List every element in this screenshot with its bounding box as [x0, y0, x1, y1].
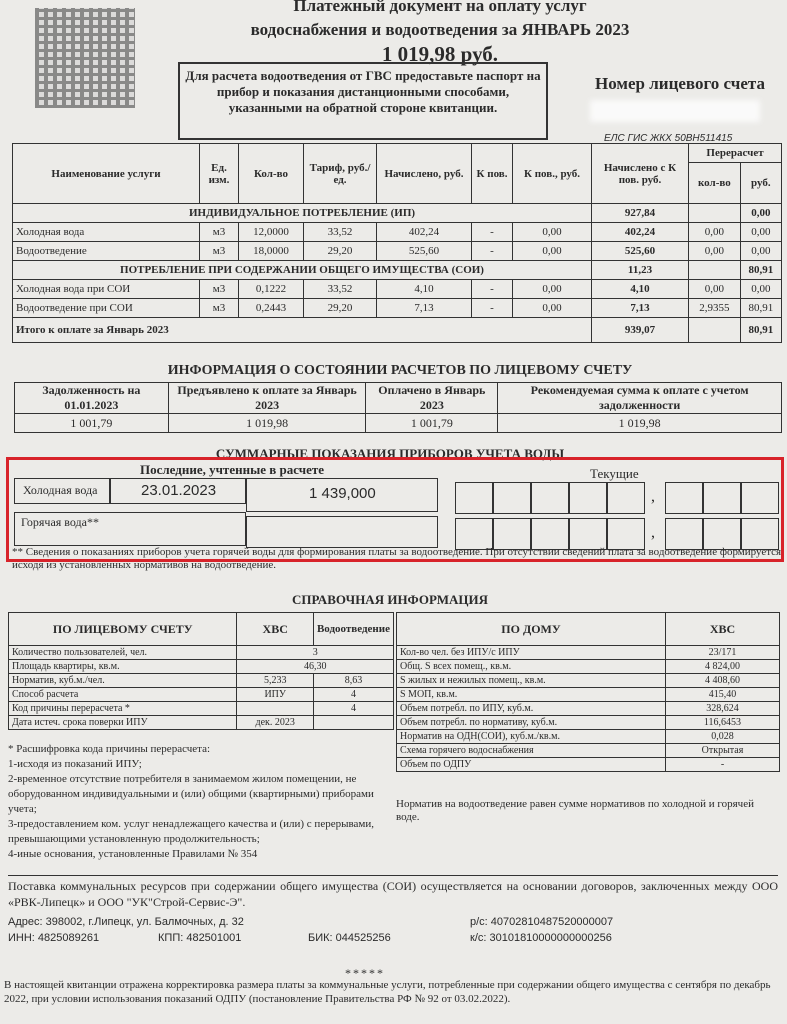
row-tariff: 33,52: [304, 223, 377, 242]
table-row: [13, 242, 782, 261]
section-ip-rub: 0,00: [740, 204, 781, 223]
ks: к/с: 30101810000000000256: [470, 932, 612, 944]
kpp: КПП: 482501001: [158, 932, 242, 944]
qr-code: [35, 8, 135, 108]
decode-item: 4-иные основания, установленные Правилами № 354: [8, 848, 258, 860]
ref-vo: 4: [313, 688, 393, 702]
ref-vo: 8,63: [313, 674, 393, 688]
state-heading: ИНФОРМАЦИЯ О СОСТОЯНИИ РАСЧЕТОВ ПО ЛИЦЕВОМУ СЧЕТУ: [167, 363, 633, 378]
row-charged: 4,10: [377, 280, 472, 299]
digit-cell[interactable]: [493, 482, 531, 514]
digit-cell[interactable]: [665, 482, 703, 514]
total-rub: 80,91: [740, 318, 781, 343]
row-k: -: [472, 242, 513, 261]
table-row: [13, 299, 782, 318]
decimal-separator: ,: [651, 524, 655, 541]
meters-current-label: Текущие: [590, 466, 639, 481]
table-row: [397, 716, 780, 730]
decode-item: 2-временное отсутствие потребителя в занимаемом жилом помещении, не оборудованном индивидуальными и (или) общими (квартирными) приборами учета;: [8, 773, 374, 815]
decimal-separator: ,: [651, 488, 655, 505]
row-k-rub: 0,00: [513, 280, 592, 299]
row-charged: 402,24: [377, 223, 472, 242]
state-label-recommended: Рекомендуемая сумма к оплате с учетом задолженности: [498, 383, 782, 414]
table-row: [9, 646, 394, 660]
ref-vo: 4: [313, 702, 393, 716]
total-value: 939,07: [592, 318, 689, 343]
section-ip-total: 927,84: [592, 204, 689, 223]
ref-label: S жилых и нежилых помещ., кв.м.: [397, 674, 666, 688]
separator-stars: *****: [345, 966, 385, 980]
row-name: Холодная вода при СОИ: [13, 280, 200, 299]
ref-label: Способ расчета: [9, 688, 237, 702]
cold-value-cell: [246, 478, 438, 512]
table-row: [9, 702, 394, 716]
account-reference-table: [8, 612, 394, 730]
row-re-rub: 0,00: [740, 280, 781, 299]
row-qty: 0,1222: [239, 280, 304, 299]
ref-label: Общ. S всех помещ., кв.м.: [397, 660, 666, 674]
row-re-rub: 0,00: [740, 223, 781, 242]
section-soi: ПОТРЕБЛЕНИЕ ПРИ СОДЕРЖАНИИ ОБЩЕГО ИМУЩЕСТВА (СОИ): [13, 261, 592, 280]
decode-item: 3-предоставлением ком. услуг ненадлежащего качества и (или) с перерывами, превышающими установленную продолжительность;: [8, 818, 375, 845]
state-table: [14, 382, 782, 433]
row-re-rub: 0,00: [740, 242, 781, 261]
ref-label: Объем потребл. по ИПУ, куб.м.: [397, 702, 666, 716]
charges-table: [12, 143, 782, 343]
ref-label: Количество пользователей, чел.: [9, 646, 237, 660]
cold-value: 1 439,000: [309, 485, 376, 502]
ref-hvs: 46,30: [237, 660, 394, 674]
state-label-debt: Задолженность на 01.01.2023: [15, 383, 169, 414]
ref-value: 116,6453: [666, 716, 780, 730]
digit-cell[interactable]: [607, 482, 645, 514]
row-re-rub: 80,91: [740, 299, 781, 318]
ref-label: Норматив, куб.м./чел.: [9, 674, 237, 688]
row-k-rub: 0,00: [513, 242, 592, 261]
table-row: [397, 646, 780, 660]
row-k: -: [472, 299, 513, 318]
ref-hvs: ИПУ: [237, 688, 313, 702]
document-subtitle: водоснабжения и водоотведения за ЯНВАРЬ 2023: [250, 20, 630, 39]
row-total: 402,24: [592, 223, 689, 242]
footer-note: В настоящей квитанции отражена корректировка размера платы за коммунальные услуги, потребленные при содержании общего имущества с сентября по декабрь 2022, при условии использования показаний ОДПУ (постановление Правительства РФ № 92 от 03.02.2022).: [4, 979, 771, 1005]
ref-vo: [313, 716, 393, 730]
row-k-rub: 0,00: [513, 299, 592, 318]
inn: ИНН: 4825089261: [8, 932, 100, 944]
bik: БИК: 044525256: [308, 932, 391, 944]
account-label: Номер лицевого счета: [595, 74, 765, 93]
row-unit: м3: [200, 299, 239, 318]
state-value-debt: 1 001,79: [15, 414, 169, 433]
ref-hvs: 3: [237, 646, 394, 660]
ref-value: 328,624: [666, 702, 780, 716]
row-tariff: 33,52: [304, 280, 377, 299]
row-k: -: [472, 223, 513, 242]
row-name: Холодная вода: [13, 223, 200, 242]
ref-right-hvs: ХВС: [666, 613, 780, 646]
total-label: Итого к оплате за Январь 2023: [13, 318, 592, 343]
row-total: 7,13: [592, 299, 689, 318]
digit-cell[interactable]: [531, 482, 569, 514]
row-qty: 12,0000: [239, 223, 304, 242]
gis-id: ЕЛС ГИС ЖКХ 50ВН511415: [604, 133, 733, 144]
row-re-qty: 0,00: [689, 223, 741, 242]
row-total: 525,60: [592, 242, 689, 261]
gvs-notice: Для расчета водоотведения от ГВС предоставьте паспорт на прибор и показания дистанционными способами, указанными на обратной стороне квитанции.: [178, 62, 548, 140]
row-k-rub: 0,00: [513, 223, 592, 242]
col-recalc: Перерасчет: [689, 144, 782, 163]
state-value-recommended: 1 019,98: [498, 414, 782, 433]
ref-value: 0,028: [666, 730, 780, 744]
account-number-redacted: [590, 100, 760, 122]
col-total: Начислено с К пов. руб.: [592, 144, 689, 204]
table-row: [13, 223, 782, 242]
meters-note: ** Сведения о показаниях приборов учета горячей воды для формирования платы за водоотведение. При отсутствии сведений плата за водоотведение формируется исходя из установленных нормативов на водоотведение.: [12, 546, 782, 571]
reference-heading: СПРАВОЧНАЯ ИНФОРМАЦИЯ: [292, 592, 488, 607]
table-row: [397, 674, 780, 688]
table-row: [9, 688, 394, 702]
table-row: [9, 660, 394, 674]
ref-label: Код причины перерасчета *: [9, 702, 237, 716]
col-charged: Начислено, руб.: [377, 144, 472, 204]
document-title: Платежный документ на оплату услуг: [293, 0, 587, 15]
ref-label: Схема горячего водоснабжения: [397, 744, 666, 758]
hot-value-cell: [246, 516, 438, 548]
table-row: [397, 730, 780, 744]
col-recalc-rub: руб.: [740, 163, 781, 204]
col-recalc-qty: кол-во: [689, 163, 741, 204]
address: Адрес: 398002, г.Липецк, ул. Балмочных, д. 32: [8, 916, 244, 928]
decode-item: 1-исходя из показаний ИПУ;: [8, 758, 142, 770]
recalc-code-decode: [8, 742, 394, 862]
row-name: Водоотведение: [13, 242, 200, 261]
supply-info: [8, 875, 778, 948]
requisites: [8, 914, 778, 948]
col-k-rub: К пов., руб.: [513, 144, 592, 204]
row-unit: м3: [200, 223, 239, 242]
row-charged: 7,13: [377, 299, 472, 318]
ref-right-header: ПО ДОМУ: [397, 613, 666, 646]
cold-date: 23.01.2023: [141, 482, 217, 499]
row-re-qty: 0,00: [689, 280, 741, 299]
col-unit: Ед. изм.: [200, 144, 239, 204]
row-re-qty: 0,00: [689, 242, 741, 261]
state-label-billed: Предъявлено к оплате за Январь 2023: [168, 383, 366, 414]
table-row: [397, 660, 780, 674]
ref-label: Объем по ОДПУ: [397, 758, 666, 772]
ref-left-vo: Водоотведение: [313, 613, 393, 646]
state-value-billed: 1 019,98: [168, 414, 366, 433]
row-re-qty: 2,9355: [689, 299, 741, 318]
ref-value: -: [666, 758, 780, 772]
table-row: [9, 716, 394, 730]
table-row: [397, 744, 780, 758]
cold-label-cell: [14, 478, 110, 504]
ref-value: Открытая: [666, 744, 780, 758]
table-row: [9, 674, 394, 688]
ref-hvs: дек. 2023: [237, 716, 313, 730]
table-row: [13, 280, 782, 299]
col-tariff: Тариф, руб./ед.: [304, 144, 377, 204]
ref-left-header: ПО ЛИЦЕВОМУ СЧЕТУ: [9, 613, 237, 646]
ref-hvs: 5,233: [237, 674, 313, 688]
cold-date-cell: [110, 478, 246, 504]
row-charged: 525,60: [377, 242, 472, 261]
ref-label: Кол-во чел. без ИПУ/с ИПУ: [397, 646, 666, 660]
ref-label: Площадь квартиры, кв.м.: [9, 660, 237, 674]
row-k: -: [472, 280, 513, 299]
decode-title: * Расшифровка кода причины перерасчета:: [8, 743, 211, 755]
row-qty: 0,2443: [239, 299, 304, 318]
ref-label: Дата истеч. срока поверки ИПУ: [9, 716, 237, 730]
digit-cell[interactable]: [741, 482, 779, 514]
hot-label-cell: [14, 512, 246, 546]
state-value-paid: 1 001,79: [366, 414, 498, 433]
meters-last-label: Последние, учтенные в расчете: [140, 462, 325, 477]
ref-value: 23/171: [666, 646, 780, 660]
row-unit: м3: [200, 242, 239, 261]
col-k: К пов.: [472, 144, 513, 204]
cold-label: Холодная вода: [23, 483, 98, 497]
ref-hvs: [237, 702, 313, 716]
meters-heading: СУММАРНЫЕ ПОКАЗАНИЯ ПРИБОРОВ УЧЕТА ВОДЫ: [215, 446, 565, 461]
table-row: [397, 758, 780, 772]
row-name: Водоотведение при СОИ: [13, 299, 200, 318]
total-amount: 1 019,98 руб.: [381, 42, 499, 66]
col-service: Наименование услуги: [13, 144, 200, 204]
table-row: [397, 688, 780, 702]
row-unit: м3: [200, 280, 239, 299]
ref-label: S МОП, кв.м.: [397, 688, 666, 702]
ref-value: 4 408,60: [666, 674, 780, 688]
rs: р/с: 40702810487520000007: [470, 916, 614, 928]
house-reference-table: [396, 612, 780, 772]
row-tariff: 29,20: [304, 242, 377, 261]
hot-label: Горячая вода**: [21, 515, 99, 529]
table-row: [397, 702, 780, 716]
row-qty: 18,0000: [239, 242, 304, 261]
section-ip: ИНДИВИДУАЛЬНОЕ ПОТРЕБЛЕНИЕ (ИП): [13, 204, 592, 223]
row-tariff: 29,20: [304, 299, 377, 318]
row-total: 4,10: [592, 280, 689, 299]
ref-value: 4 824,00: [666, 660, 780, 674]
col-qty: Кол-во: [239, 144, 304, 204]
digit-cell[interactable]: [569, 482, 607, 514]
ref-value: 415,40: [666, 688, 780, 702]
ref-left-hvs: ХВС: [237, 613, 313, 646]
norm-note: Норматив на водоотведение равен сумме нормативов по холодной и горячей воде.: [396, 798, 754, 823]
digit-cell[interactable]: [455, 482, 493, 514]
ref-label: Норматив на ОДН(СОИ), куб.м./кв.м.: [397, 730, 666, 744]
digit-cell[interactable]: [703, 482, 741, 514]
supply-text: Поставка коммунальных ресурсов при содержании общего имущества (СОИ) осуществляется на основании договоров, заключенных между ООО «РВК-Липецк» и ООО "УК"Строй-Сервис-Э".: [8, 879, 778, 909]
state-label-paid: Оплачено в Январь 2023: [366, 383, 498, 414]
section-soi-rub: 80,91: [740, 261, 781, 280]
ref-label: Объем потребл. по нормативу, куб.м.: [397, 716, 666, 730]
section-soi-total: 11,23: [592, 261, 689, 280]
